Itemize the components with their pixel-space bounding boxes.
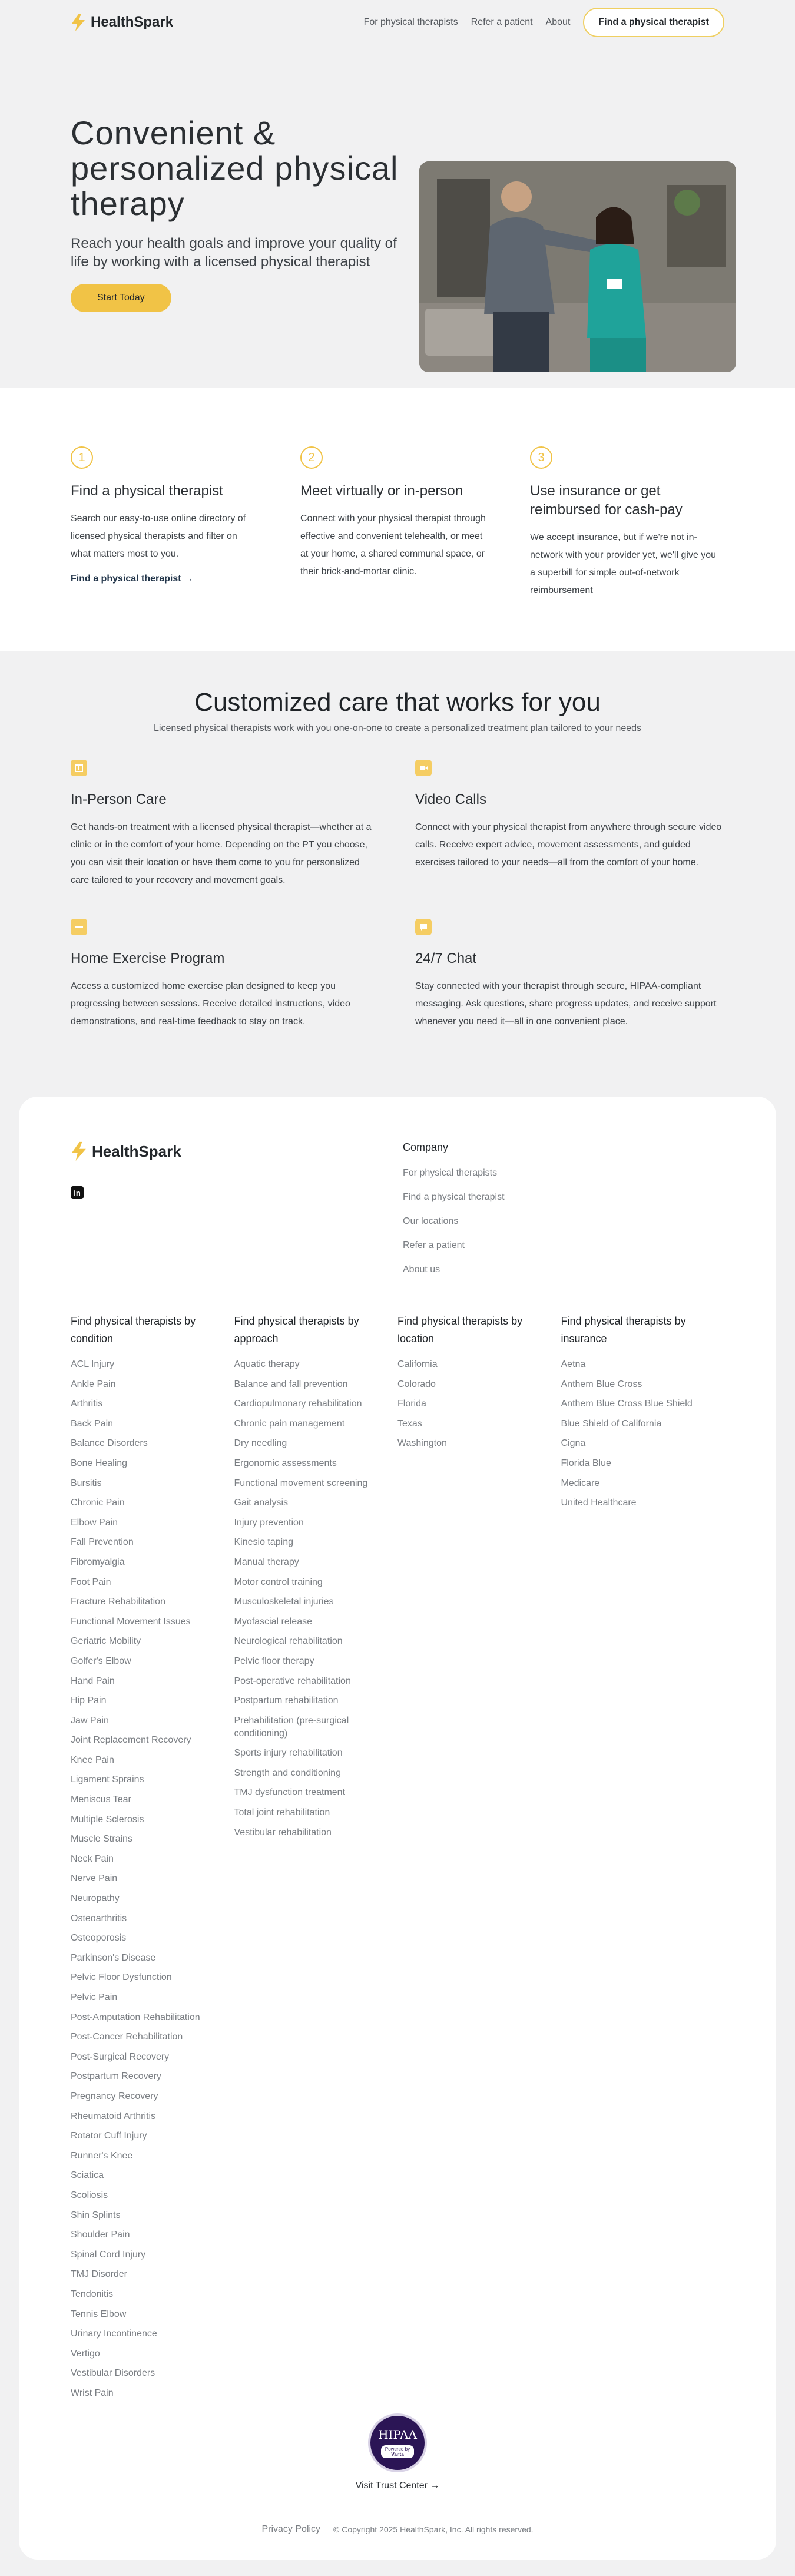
- nav-link-about[interactable]: About: [545, 17, 571, 27]
- footer-directory-link[interactable]: Post-operative rehabilitation: [234, 1676, 351, 1686]
- hero-subtitle: Reach your health goals and improve your quality of life by working with a licensed physical therapist: [71, 236, 397, 270]
- footer-directory-link[interactable]: Vertigo: [71, 2348, 100, 2359]
- footer-directory-link[interactable]: Neuropathy: [71, 1893, 120, 1904]
- footer-directory-link[interactable]: Manual therapy: [234, 1557, 299, 1567]
- footer-directory-link[interactable]: Aetna: [561, 1359, 586, 1369]
- footer-directory-link[interactable]: Postpartum Recovery: [71, 2071, 161, 2082]
- footer-directory-link[interactable]: Bone Healing: [71, 1458, 128, 1468]
- footer-directory-link[interactable]: Myofascial release: [234, 1616, 312, 1627]
- footer-column: [398, 1312, 561, 2406]
- footer-column: [234, 1312, 398, 2406]
- step-text: Search our easy-to-use online directory of licensed physical therapists and filter on what matters most to you.: [71, 514, 246, 559]
- find-therapist-button[interactable]: Find a physical therapist: [583, 8, 724, 37]
- hipaa-section: [19, 2413, 776, 2491]
- care-item-title: Home Exercise Program: [71, 951, 225, 966]
- footer-column-heading: Find physical therapists by location: [398, 1315, 523, 1345]
- hero-photo: [419, 161, 736, 372]
- footer-directory-link[interactable]: Florida Blue: [561, 1458, 611, 1468]
- footer-directory-link[interactable]: Balance and fall prevention: [234, 1379, 348, 1389]
- footer-directory-link[interactable]: Tendonitis: [71, 2289, 114, 2299]
- footer-directory-link[interactable]: United Healthcare: [561, 1498, 637, 1508]
- footer-directory-link[interactable]: Postpartum rehabilitation: [234, 1696, 339, 1706]
- footer-directory-link[interactable]: Fracture Rehabilitation: [71, 1597, 165, 1607]
- footer-link[interactable]: Our locations: [403, 1216, 459, 1226]
- footer-directory-link[interactable]: Shoulder Pain: [71, 2230, 130, 2240]
- find-therapist-link[interactable]: Find a physical therapist →: [71, 574, 194, 584]
- footer-bottom: [19, 2524, 776, 2535]
- step-title: Meet virtually or in-person: [300, 483, 463, 499]
- footer-directory-link[interactable]: Fall Prevention: [71, 1537, 134, 1548]
- footer-directory-link[interactable]: Shin Splints: [71, 2210, 121, 2220]
- step-card: [300, 446, 489, 651]
- footer-directory-link[interactable]: Tennis Elbow: [71, 2309, 127, 2319]
- hipaa-label: HIPAA: [378, 2428, 417, 2442]
- footer-directory-link[interactable]: Geriatric Mobility: [71, 1636, 141, 1647]
- care-item: [415, 760, 724, 919]
- privacy-policy-link[interactable]: Privacy Policy: [261, 2524, 321, 2534]
- footer-directory-link[interactable]: Fibromyalgia: [71, 1557, 125, 1567]
- footer-column-heading: Find physical therapists by condition: [71, 1315, 196, 1345]
- footer-directory-link[interactable]: Chronic pain management: [234, 1418, 345, 1429]
- footer-directory-link[interactable]: TMJ Disorder: [71, 2269, 128, 2280]
- hero-section: [0, 45, 795, 388]
- footer-directory-link[interactable]: Texas: [398, 1418, 422, 1429]
- logo[interactable]: [71, 14, 173, 31]
- footer-directory-link[interactable]: Osteoporosis: [71, 1933, 127, 1943]
- footer-directory-link[interactable]: Pelvic Floor Dysfunction: [71, 1972, 172, 1983]
- footer-directory-link[interactable]: Anthem Blue Cross: [561, 1379, 642, 1389]
- footer-directory-link[interactable]: Colorado: [398, 1379, 436, 1389]
- footer-directory-link[interactable]: Sports injury rehabilitation: [234, 1748, 343, 1759]
- footer-link[interactable]: Refer a patient: [403, 1240, 465, 1250]
- footer-column: [561, 1312, 725, 2406]
- footer-directory-link[interactable]: Nerve Pain: [71, 1873, 118, 1884]
- footer-directory-link[interactable]: Bursitis: [71, 1478, 102, 1488]
- care-item-title: Video Calls: [415, 792, 486, 807]
- footer-directory-link[interactable]: Washington: [398, 1438, 447, 1449]
- step-text: Connect with your physical therapist through effective and convenient telehealth, or meet at your home, a shared communal space, or their brick-and-mortar clinic.: [300, 514, 486, 577]
- footer-directory-link[interactable]: Ligament Sprains: [71, 1774, 144, 1785]
- footer-directory-link[interactable]: Runner's Knee: [71, 2150, 133, 2161]
- footer-company-heading: Company: [403, 1141, 449, 1153]
- footer-directory-link[interactable]: Total joint rehabilitation: [234, 1807, 330, 1818]
- footer-directory-link[interactable]: Multiple Sclerosis: [71, 1814, 144, 1825]
- linkedin-icon[interactable]: in: [71, 1186, 84, 1199]
- footer-directory-link[interactable]: Hand Pain: [71, 1676, 115, 1686]
- footer-directory-link[interactable]: Pregnancy Recovery: [71, 2091, 158, 2101]
- footer-logo[interactable]: [71, 1141, 403, 1161]
- footer-brand-name: HealthSpark: [92, 1142, 181, 1160]
- hero-title: Convenient & personalized physical therapy: [71, 114, 399, 222]
- video-icon: [415, 760, 432, 776]
- footer-link[interactable]: Find a physical therapist: [403, 1192, 505, 1202]
- clinic-icon: [71, 760, 87, 776]
- nav-link-for-therapists[interactable]: For physical therapists: [363, 17, 458, 27]
- footer-directory-link[interactable]: Post-Cancer Rehabilitation: [71, 2032, 183, 2042]
- footer-directory-link[interactable]: Urinary Incontinence: [71, 2329, 157, 2339]
- footer-directory-link[interactable]: Vestibular rehabilitation: [234, 1827, 332, 1837]
- step-number: 3: [530, 446, 552, 469]
- footer-directory-link[interactable]: Spinal Cord Injury: [71, 2249, 146, 2260]
- footer-directory-link[interactable]: Balance Disorders: [71, 1438, 148, 1449]
- footer-link[interactable]: About us: [403, 1264, 440, 1274]
- footer: [19, 1097, 776, 2560]
- care-item-text: Stay connected with your therapist through secure, HIPAA-compliant messaging. Ask questions, share progress updates, and receive support whenever you need it—all in one convenient place.: [415, 981, 717, 1027]
- lightning-bolt-icon: [71, 14, 86, 31]
- hipaa-powered: [381, 2445, 414, 2458]
- step-text: We accept insurance, but if we're not in-network with your provider yet, we'll give you a superbill for simple out-of-network reimbursement: [530, 532, 717, 595]
- care-section: [0, 651, 795, 1097]
- footer-directory-link[interactable]: Meniscus Tear: [71, 1794, 131, 1805]
- care-item: [415, 919, 724, 1078]
- footer-column-heading: Find physical therapists by approach: [234, 1315, 359, 1345]
- start-today-button[interactable]: Start Today: [71, 284, 171, 312]
- step-number: 1: [71, 446, 93, 469]
- footer-directory-link[interactable]: ACL Injury: [71, 1359, 115, 1369]
- footer-directory-link[interactable]: Ergonomic assessments: [234, 1458, 337, 1468]
- step-card: [530, 446, 718, 651]
- nav-link-refer-patient[interactable]: Refer a patient: [471, 17, 533, 27]
- footer-link[interactable]: For physical therapists: [403, 1168, 498, 1178]
- footer-directory-link[interactable]: Medicare: [561, 1478, 600, 1488]
- footer-directory-link[interactable]: Pelvic floor therapy: [234, 1655, 314, 1666]
- footer-directory-link[interactable]: Cigna: [561, 1438, 586, 1449]
- footer-directory-link[interactable]: Post-Amputation Rehabilitation: [71, 2012, 200, 2022]
- footer-directory-link[interactable]: Scoliosis: [71, 2190, 108, 2200]
- footer-directory-link[interactable]: Wrist Pain: [71, 2388, 114, 2398]
- footer-directory-link[interactable]: Foot Pain: [71, 1577, 111, 1587]
- footer-directory-link[interactable]: Florida: [398, 1399, 426, 1409]
- care-item: [71, 919, 380, 1078]
- footer-directory-link[interactable]: Jaw Pain: [71, 1715, 109, 1726]
- footer-directory: [71, 1312, 724, 2406]
- footer-directory-link[interactable]: Cardiopulmonary rehabilitation: [234, 1399, 362, 1409]
- footer-directory-link[interactable]: Joint Replacement Recovery: [71, 1735, 191, 1746]
- lightning-bolt-icon: [71, 1141, 87, 1161]
- footer-column: [71, 1312, 234, 2406]
- footer-company: [403, 1141, 505, 1287]
- footer-directory-link[interactable]: Muscle Strains: [71, 1834, 132, 1845]
- footer-directory-link[interactable]: Arthritis: [71, 1399, 103, 1409]
- care-item-title: 24/7 Chat: [415, 951, 477, 966]
- footer-directory-link[interactable]: Gait analysis: [234, 1498, 289, 1508]
- footer-directory-link[interactable]: Kinesio taping: [234, 1537, 294, 1548]
- footer-directory-link[interactable]: Neck Pain: [71, 1853, 114, 1864]
- footer-directory-link[interactable]: Golfer's Elbow: [71, 1655, 131, 1666]
- step-card: [71, 446, 259, 651]
- copyright: © Copyright 2025 HealthSpark, Inc. All rights reserved.: [333, 2525, 534, 2534]
- footer-directory-link[interactable]: Strength and conditioning: [234, 1767, 341, 1778]
- care-item-text: Access a customized home exercise plan designed to keep you progressing between sessions. Receive detailed instructions, video demonstrations, and real-time feedback to stay on track.: [71, 981, 350, 1027]
- footer-directory-link[interactable]: Dry needling: [234, 1438, 287, 1449]
- footer-directory-link[interactable]: Parkinson's Disease: [71, 1952, 156, 1963]
- footer-directory-link[interactable]: Post-Surgical Recovery: [71, 2051, 170, 2062]
- footer-directory-link[interactable]: Anthem Blue Cross Blue Shield: [561, 1399, 693, 1409]
- nav-links: [364, 8, 724, 37]
- footer-directory-link[interactable]: Functional Movement Issues: [71, 1616, 191, 1627]
- care-title: Customized care that works for you: [194, 688, 601, 717]
- step-title: Find a physical therapist: [71, 483, 223, 499]
- footer-directory-link[interactable]: Vestibular Disorders: [71, 2368, 155, 2379]
- exercise-icon: [71, 919, 87, 935]
- brand-name: HealthSpark: [91, 14, 174, 30]
- footer-directory-link[interactable]: Osteoarthritis: [71, 1913, 127, 1923]
- footer-directory-link[interactable]: Back Pain: [71, 1418, 114, 1429]
- footer-directory-link[interactable]: Prehabilitation (pre-surgical conditioning): [234, 1715, 349, 1739]
- hipaa-vendor: Vanta: [391, 2452, 404, 2457]
- footer-directory-link[interactable]: Chronic Pain: [71, 1498, 125, 1508]
- footer-directory-link[interactable]: Hip Pain: [71, 1696, 107, 1706]
- footer-directory-link[interactable]: Musculoskeletal injuries: [234, 1597, 334, 1607]
- step-number: 2: [300, 446, 323, 469]
- care-item-text: Connect with your physical therapist from anywhere through secure video calls. Receive expert advice, movement assessments, and guided exercises tailored to your needs—all from the comfort of your home.: [415, 822, 722, 868]
- step-title: Use insurance or get reimbursed for cash-pay: [530, 483, 683, 518]
- footer-directory-link[interactable]: Rheumatoid Arthritis: [71, 2111, 156, 2121]
- footer-directory-link[interactable]: TMJ dysfunction treatment: [234, 1787, 346, 1798]
- top-nav: [0, 0, 795, 45]
- footer-directory-link[interactable]: Elbow Pain: [71, 1517, 118, 1528]
- chat-icon: [415, 919, 432, 935]
- hipaa-powered-text: Powered by: [385, 2446, 410, 2452]
- footer-directory-link[interactable]: Injury prevention: [234, 1517, 304, 1528]
- care-item-title: In-Person Care: [71, 792, 167, 807]
- care-item: [71, 760, 380, 919]
- footer-directory-link[interactable]: Rotator Cuff Injury: [71, 2131, 147, 2141]
- footer-directory-link[interactable]: Functional movement screening: [234, 1478, 368, 1488]
- care-item-text: Get hands-on treatment with a licensed physical therapist—whether at a clinic or in the comfort of your home. Depending on the PT you choose, you can visit their location or have them come to you for personalized care tailored to your recovery and movement goals.: [71, 822, 372, 885]
- footer-directory-link[interactable]: Sciatica: [71, 2170, 104, 2181]
- footer-directory-link[interactable]: Aquatic therapy: [234, 1359, 300, 1369]
- trust-center-link[interactable]: Visit Trust Center →: [355, 2481, 440, 2491]
- care-subtitle: Licensed physical therapists work with you one-on-one to create a personalized treatment plan tailored to your needs: [153, 723, 642, 733]
- footer-directory-link[interactable]: Pelvic Pain: [71, 1992, 118, 2002]
- footer-column-heading: Find physical therapists by insurance: [561, 1315, 686, 1345]
- footer-directory-link[interactable]: Ankle Pain: [71, 1379, 116, 1389]
- footer-directory-link[interactable]: Neurological rehabilitation: [234, 1636, 343, 1647]
- footer-directory-link[interactable]: Knee Pain: [71, 1754, 114, 1765]
- footer-directory-link[interactable]: Blue Shield of California: [561, 1418, 662, 1429]
- steps-section: [0, 388, 795, 651]
- footer-directory-link[interactable]: California: [398, 1359, 438, 1369]
- footer-directory-link[interactable]: Motor control training: [234, 1577, 323, 1587]
- hipaa-badge: [368, 2413, 427, 2472]
